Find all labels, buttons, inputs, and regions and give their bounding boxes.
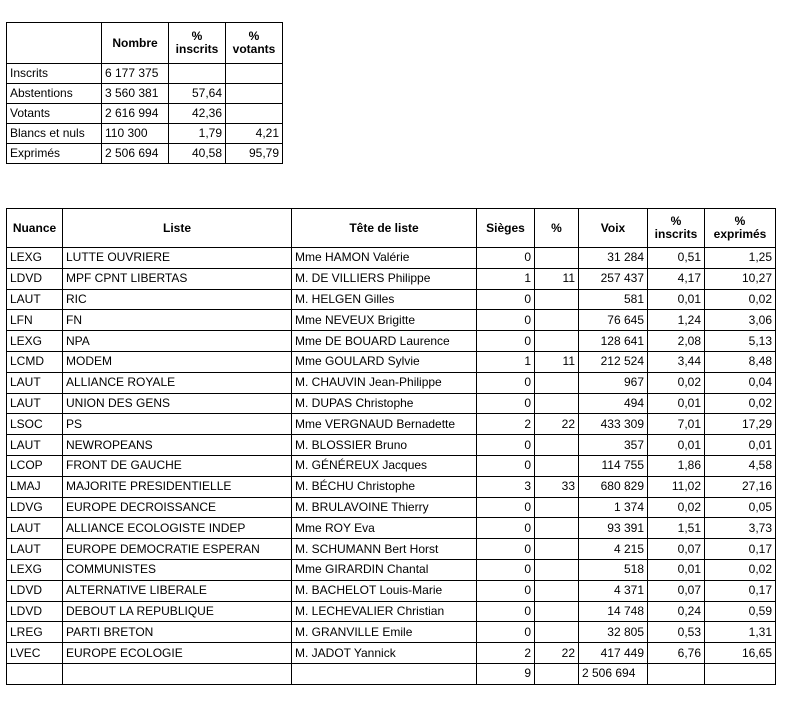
cell-pct-exprimes: 0,01 — [705, 435, 776, 456]
cell-pct-exprimes: 8,48 — [705, 351, 776, 372]
cell-voix: 14 748 — [579, 601, 648, 622]
cell-nuance: LAUT — [7, 518, 63, 539]
cell-pct-inscrits: 2,08 — [648, 331, 705, 352]
cell-sieges: 0 — [477, 372, 535, 393]
cell-pct-inscrits: 0,01 — [648, 393, 705, 414]
cell-pct-exprimes: 5,13 — [705, 331, 776, 352]
summary-row — [7, 104, 283, 124]
cell-liste: NEWROPEANS — [63, 435, 292, 456]
table-row — [7, 435, 776, 456]
cell-pct: 33 — [535, 476, 579, 497]
table-row — [7, 622, 776, 643]
cell-voix: 357 — [579, 435, 648, 456]
cell-voix: 518 — [579, 559, 648, 580]
table-row — [7, 351, 776, 372]
cell-sieges: 0 — [477, 497, 535, 518]
cell-pct-inscrits: 6,76 — [648, 643, 705, 664]
cell-sieges: 3 — [477, 476, 535, 497]
cell-pct-exprimes: 1,25 — [705, 248, 776, 269]
cell-pct-inscrits: 0,02 — [648, 372, 705, 393]
cell-voix: 114 755 — [579, 455, 648, 476]
cell-voix: 31 284 — [579, 248, 648, 269]
cell-nuance: LCOP — [7, 455, 63, 476]
cell-pct-inscrits: 0,24 — [648, 601, 705, 622]
cell-liste: PS — [63, 414, 292, 435]
cell-sieges: 0 — [477, 435, 535, 456]
summary-header-empty — [7, 23, 102, 64]
cell-nuance: LCMD — [7, 351, 63, 372]
cell-nuance: LEXG — [7, 331, 63, 352]
summary-nombre: 2 506 694 — [102, 144, 169, 164]
summary-pct-inscrits: 40,58 — [169, 144, 226, 164]
cell-tete-de-liste: M. DUPAS Christophe — [292, 393, 477, 414]
cell-pct-inscrits: 4,17 — [648, 268, 705, 289]
cell-pct-exprimes: 3,73 — [705, 518, 776, 539]
summary-label: Votants — [7, 104, 102, 124]
summary-label: Inscrits — [7, 64, 102, 84]
table-row — [7, 539, 776, 560]
summary-pct-inscrits — [169, 64, 226, 84]
cell-voix: 128 641 — [579, 331, 648, 352]
cell-nuance: LAUT — [7, 435, 63, 456]
summary-body — [7, 64, 283, 164]
cell-sieges: 0 — [477, 393, 535, 414]
summary-nombre: 6 177 375 — [102, 64, 169, 84]
cell-voix: 581 — [579, 289, 648, 310]
summary-label: Abstentions — [7, 84, 102, 104]
cell-pct — [535, 435, 579, 456]
table-row — [7, 310, 776, 331]
total-cell-pct-inscrits — [648, 663, 705, 684]
cell-tete-de-liste: Mme VERGNAUD Bernadette — [292, 414, 477, 435]
summary-pct-votants — [226, 84, 283, 104]
table-row — [7, 601, 776, 622]
summary-row — [7, 144, 283, 164]
cell-pct-exprimes: 16,65 — [705, 643, 776, 664]
header-nuance: Nuance — [7, 209, 63, 248]
cell-pct — [535, 331, 579, 352]
summary-nombre: 2 616 994 — [102, 104, 169, 124]
cell-pct-inscrits: 0,02 — [648, 497, 705, 518]
cell-nuance: LAUT — [7, 289, 63, 310]
cell-nuance: LDVD — [7, 580, 63, 601]
cell-pct — [535, 518, 579, 539]
summary-row — [7, 84, 283, 104]
header-pct: % — [535, 209, 579, 248]
summary-nombre: 110 300 — [102, 124, 169, 144]
cell-nuance: LSOC — [7, 414, 63, 435]
cell-pct-inscrits: 0,51 — [648, 248, 705, 269]
cell-voix: 4 215 — [579, 539, 648, 560]
table-row — [7, 331, 776, 352]
cell-tete-de-liste: M. BLOSSIER Bruno — [292, 435, 477, 456]
cell-pct — [535, 372, 579, 393]
results-table — [6, 208, 776, 685]
table-row — [7, 248, 776, 269]
header-tete-de-liste: Tête de liste — [292, 209, 477, 248]
cell-sieges: 2 — [477, 414, 535, 435]
cell-sieges: 0 — [477, 455, 535, 476]
cell-pct — [535, 559, 579, 580]
total-cell-pct — [535, 663, 579, 684]
cell-sieges: 0 — [477, 518, 535, 539]
cell-pct-inscrits: 0,01 — [648, 435, 705, 456]
cell-tete-de-liste: Mme GIRARDIN Chantal — [292, 559, 477, 580]
cell-pct-inscrits: 0,01 — [648, 559, 705, 580]
cell-tete-de-liste: M. LECHEVALIER Christian — [292, 601, 477, 622]
cell-tete-de-liste: M. HELGEN Gilles — [292, 289, 477, 310]
cell-pct-exprimes: 0,05 — [705, 497, 776, 518]
table-row — [7, 518, 776, 539]
header-pct-inscrits: % inscrits — [648, 209, 705, 248]
cell-voix: 212 524 — [579, 351, 648, 372]
cell-liste: MODEM — [63, 351, 292, 372]
cell-pct-exprimes: 0,02 — [705, 559, 776, 580]
cell-pct-inscrits: 1,86 — [648, 455, 705, 476]
cell-sieges: 0 — [477, 331, 535, 352]
table-row — [7, 559, 776, 580]
cell-pct: 11 — [535, 268, 579, 289]
cell-voix: 1 374 — [579, 497, 648, 518]
summary-pct-inscrits: 42,36 — [169, 104, 226, 124]
cell-liste: ALLIANCE ROYALE — [63, 372, 292, 393]
total-cell-tete-de-liste — [292, 663, 477, 684]
cell-nuance: LDVD — [7, 601, 63, 622]
cell-pct-exprimes: 0,02 — [705, 289, 776, 310]
cell-voix: 4 371 — [579, 580, 648, 601]
cell-pct — [535, 497, 579, 518]
cell-liste: COMMUNISTES — [63, 559, 292, 580]
cell-pct — [535, 601, 579, 622]
cell-nuance: LMAJ — [7, 476, 63, 497]
cell-pct: 22 — [535, 414, 579, 435]
cell-pct-inscrits: 3,44 — [648, 351, 705, 372]
table-row — [7, 455, 776, 476]
cell-liste: UNION DES GENS — [63, 393, 292, 414]
summary-pct-votants: 95,79 — [226, 144, 283, 164]
results-body — [7, 248, 776, 685]
cell-tete-de-liste: M. SCHUMANN Bert Horst — [292, 539, 477, 560]
table-row — [7, 372, 776, 393]
cell-nuance: LVEC — [7, 643, 63, 664]
cell-voix: 433 309 — [579, 414, 648, 435]
cell-sieges: 0 — [477, 310, 535, 331]
cell-voix: 76 645 — [579, 310, 648, 331]
cell-pct-exprimes: 27,16 — [705, 476, 776, 497]
cell-pct-exprimes: 4,58 — [705, 455, 776, 476]
table-row — [7, 497, 776, 518]
summary-pct-votants — [226, 64, 283, 84]
table-row — [7, 476, 776, 497]
cell-liste: ALTERNATIVE LIBERALE — [63, 580, 292, 601]
cell-voix: 257 437 — [579, 268, 648, 289]
cell-liste: MPF CPNT LIBERTAS — [63, 268, 292, 289]
cell-liste: RIC — [63, 289, 292, 310]
summary-row — [7, 64, 283, 84]
table-row — [7, 289, 776, 310]
cell-tete-de-liste: Mme NEVEUX Brigitte — [292, 310, 477, 331]
total-cell-sieges: 9 — [477, 663, 535, 684]
cell-pct-exprimes: 10,27 — [705, 268, 776, 289]
cell-pct-exprimes: 0,59 — [705, 601, 776, 622]
cell-nuance: LDVG — [7, 497, 63, 518]
cell-nuance: LREG — [7, 622, 63, 643]
cell-pct — [535, 539, 579, 560]
cell-pct-exprimes: 3,06 — [705, 310, 776, 331]
cell-tete-de-liste: M. BRULAVOINE Thierry — [292, 497, 477, 518]
cell-sieges: 0 — [477, 248, 535, 269]
summary-header-row — [7, 23, 283, 64]
summary-pct-votants — [226, 104, 283, 124]
cell-liste: FRONT DE GAUCHE — [63, 455, 292, 476]
summary-pct-inscrits: 1,79 — [169, 124, 226, 144]
table-row — [7, 580, 776, 601]
cell-pct-inscrits: 7,01 — [648, 414, 705, 435]
cell-nuance: LAUT — [7, 393, 63, 414]
cell-sieges: 0 — [477, 559, 535, 580]
cell-nuance: LAUT — [7, 372, 63, 393]
cell-liste: PARTI BRETON — [63, 622, 292, 643]
summary-label: Exprimés — [7, 144, 102, 164]
cell-pct-exprimes: 0,04 — [705, 372, 776, 393]
cell-liste: FN — [63, 310, 292, 331]
cell-pct — [535, 622, 579, 643]
total-cell-voix: 2 506 694 — [579, 663, 648, 684]
cell-pct: 11 — [535, 351, 579, 372]
cell-tete-de-liste: M. GRANVILLE Emile — [292, 622, 477, 643]
cell-pct: 22 — [535, 643, 579, 664]
summary-table — [6, 22, 283, 164]
cell-tete-de-liste: M. DE VILLIERS Philippe — [292, 268, 477, 289]
summary-row — [7, 124, 283, 144]
cell-sieges: 0 — [477, 622, 535, 643]
cell-pct — [535, 310, 579, 331]
summary-header-nombre: Nombre — [102, 23, 169, 64]
cell-pct-inscrits: 1,51 — [648, 518, 705, 539]
header-voix: Voix — [579, 209, 648, 248]
summary-nombre: 3 560 381 — [102, 84, 169, 104]
cell-pct-exprimes: 1,31 — [705, 622, 776, 643]
total-cell-nuance — [7, 663, 63, 684]
totals-row — [7, 663, 776, 684]
cell-pct-exprimes: 0,17 — [705, 539, 776, 560]
cell-tete-de-liste: M. JADOT Yannick — [292, 643, 477, 664]
cell-tete-de-liste: Mme HAMON Valérie — [292, 248, 477, 269]
cell-liste: EUROPE DEMOCRATIE ESPERAN — [63, 539, 292, 560]
cell-voix: 494 — [579, 393, 648, 414]
cell-voix: 93 391 — [579, 518, 648, 539]
table-row — [7, 268, 776, 289]
cell-pct-exprimes: 17,29 — [705, 414, 776, 435]
cell-pct-exprimes: 0,02 — [705, 393, 776, 414]
cell-nuance: LDVD — [7, 268, 63, 289]
cell-pct-inscrits: 0,01 — [648, 289, 705, 310]
cell-pct-inscrits: 1,24 — [648, 310, 705, 331]
cell-liste: NPA — [63, 331, 292, 352]
cell-pct — [535, 580, 579, 601]
cell-sieges: 0 — [477, 539, 535, 560]
cell-tete-de-liste: Mme ROY Eva — [292, 518, 477, 539]
cell-sieges: 0 — [477, 601, 535, 622]
cell-nuance: LEXG — [7, 559, 63, 580]
cell-sieges: 1 — [477, 351, 535, 372]
cell-tete-de-liste: Mme DE BOUARD Laurence — [292, 331, 477, 352]
cell-nuance: LFN — [7, 310, 63, 331]
summary-header-pct-votants: % votants — [226, 23, 283, 64]
cell-pct — [535, 289, 579, 310]
cell-tete-de-liste: M. BACHELOT Louis-Marie — [292, 580, 477, 601]
cell-tete-de-liste: M. BÉCHU Christophe — [292, 476, 477, 497]
cell-voix: 32 805 — [579, 622, 648, 643]
cell-liste: EUROPE DECROISSANCE — [63, 497, 292, 518]
cell-pct — [535, 393, 579, 414]
cell-tete-de-liste: Mme GOULARD Sylvie — [292, 351, 477, 372]
cell-voix: 680 829 — [579, 476, 648, 497]
table-row — [7, 393, 776, 414]
cell-pct — [535, 455, 579, 476]
cell-pct-inscrits: 0,53 — [648, 622, 705, 643]
cell-tete-de-liste: M. CHAUVIN Jean-Philippe — [292, 372, 477, 393]
cell-liste: ALLIANCE ECOLOGISTE INDEP — [63, 518, 292, 539]
header-pct-exprimes: % exprimés — [705, 209, 776, 248]
header-sieges: Sièges — [477, 209, 535, 248]
cell-pct-inscrits: 0,07 — [648, 539, 705, 560]
cell-sieges: 1 — [477, 268, 535, 289]
results-header-row — [7, 209, 776, 248]
cell-tete-de-liste: M. GÉNÉREUX Jacques — [292, 455, 477, 476]
cell-nuance: LEXG — [7, 248, 63, 269]
cell-pct-exprimes: 0,17 — [705, 580, 776, 601]
table-row — [7, 643, 776, 664]
header-liste: Liste — [63, 209, 292, 248]
cell-liste: LUTTE OUVRIERE — [63, 248, 292, 269]
summary-header-pct-inscrits: % inscrits — [169, 23, 226, 64]
cell-pct-inscrits: 0,07 — [648, 580, 705, 601]
cell-liste: MAJORITE PRESIDENTIELLE — [63, 476, 292, 497]
cell-sieges: 0 — [477, 580, 535, 601]
cell-pct — [535, 248, 579, 269]
cell-liste: EUROPE ECOLOGIE — [63, 643, 292, 664]
cell-sieges: 2 — [477, 643, 535, 664]
total-cell-liste — [63, 663, 292, 684]
summary-label: Blancs et nuls — [7, 124, 102, 144]
table-row — [7, 414, 776, 435]
total-cell-pct-exprimes — [705, 663, 776, 684]
cell-liste: DEBOUT LA REPUBLIQUE — [63, 601, 292, 622]
cell-nuance: LAUT — [7, 539, 63, 560]
cell-voix: 417 449 — [579, 643, 648, 664]
cell-sieges: 0 — [477, 289, 535, 310]
cell-pct-inscrits: 11,02 — [648, 476, 705, 497]
cell-voix: 967 — [579, 372, 648, 393]
summary-pct-inscrits: 57,64 — [169, 84, 226, 104]
summary-pct-votants: 4,21 — [226, 124, 283, 144]
